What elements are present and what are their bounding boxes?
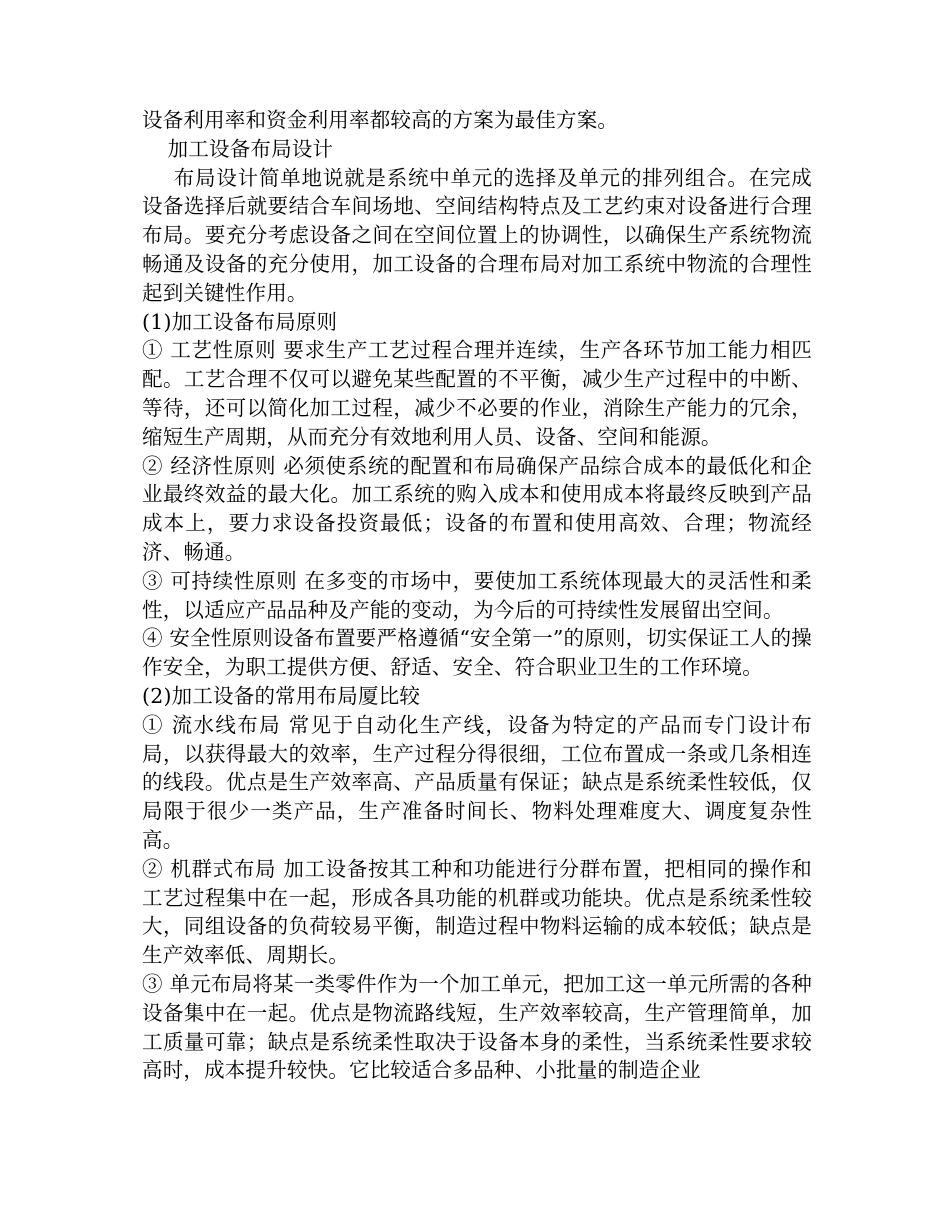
list-item-cell-layout: ③ 单元布局将某一类零件作为一个加工单元，把加工这一单元所需的各种设备集中在一起。优点是物流路线短，生产效率较高，生产管理简单，加工质量可靠；缺点是系统柔性取决于设备本身的柔性，当系统柔性要求较高时，成本提升较快。它比较适合多品种、小批量的制造企业 [142,971,812,1083]
subsection-heading-layout-comparison: (2)加工设备的常用布局厦比较 [142,683,421,708]
list-item-machine-group-layout: ② 机群式布局 加工设备按其工种和功能进行分群布置，把相同的操作和工艺过程集中在一起，形成各具功能的机群或功能块。优点是系统柔性较大，同组设备的负荷较易平衡，制造过程中物料运输的成本较低；缺点是生产效率低、周期长。 [142,856,812,968]
paragraph-intro-conclusion: 设备利用率和资金利用率都较高的方案为最佳方案。 [142,108,619,132]
list-item-process-principle: ① 工艺性原则 要求生产工艺过程合理并连续，生产各环节加工能力相匹配。工艺合理不仅可以避免某些配置的不平衡，减少生产过程中的中断、等待，还可以简化加工过程，减少不必要的作业，消除生产能力的冗余，缩短生产周期，从而充分有效地利用人员、设备、空间和能源。 [142,338,812,449]
list-item-sustainability-principle: ③ 可持续性原则 在多变的市场中，要使加工系统体现最大的灵活性和柔性，以适应产品品种及产能的变动，为今后的可持续性发展留出空间。 [142,568,812,622]
document-body [142,106,812,1085]
section-heading: 加工设备布局设计 [167,136,334,161]
list-item-economic-principle: ② 经济性原则 必须使系统的配置和布局确保产品综合成本的最低化和企业最终效益的最大化。加工系统的购入成本和使用成本将最终反映到产品成本上，要力求设备投资最低；设备的布置和使用高效、合理；物流经济、畅通。 [142,453,812,564]
list-item-safety-principle: ④ 安全性原则设备布置要严格遵循“安全第一”的原则，切实保证工人的操作安全，为职工提供方便、舒适、安全、符合职业卫生的工作环境。 [142,626,812,680]
subsection-heading-principles: (1)加工设备布局原则 [142,309,338,334]
paragraph-layout-design: 布局设计简单地说就是系统中单元的选择及单元的排列组合。在完成设备选择后就要结合车间场地、空间结构特点及工艺约束对设备进行合理布局。要充分考虑设备之间在空间位置上的协调性，以确保生产系统物流畅通及设备的充分使用，加工设备的合理布局对加工系统中物流的合理性起到关键性作用。 [142,165,812,305]
list-item-flow-line-layout: ① 流水线布局 常见于自动化生产线，设备为特定的产品而专门设计布局，以获得最大的效率，生产过程分得很细，工位布置成一条或几条相连的线段。优点是生产效率高、产品质量有保证；缺点是系统柔性较低，仅局限于很少一类产品，生产准备时间长、物料处理难度大、调度复杂性高。 [142,712,812,852]
